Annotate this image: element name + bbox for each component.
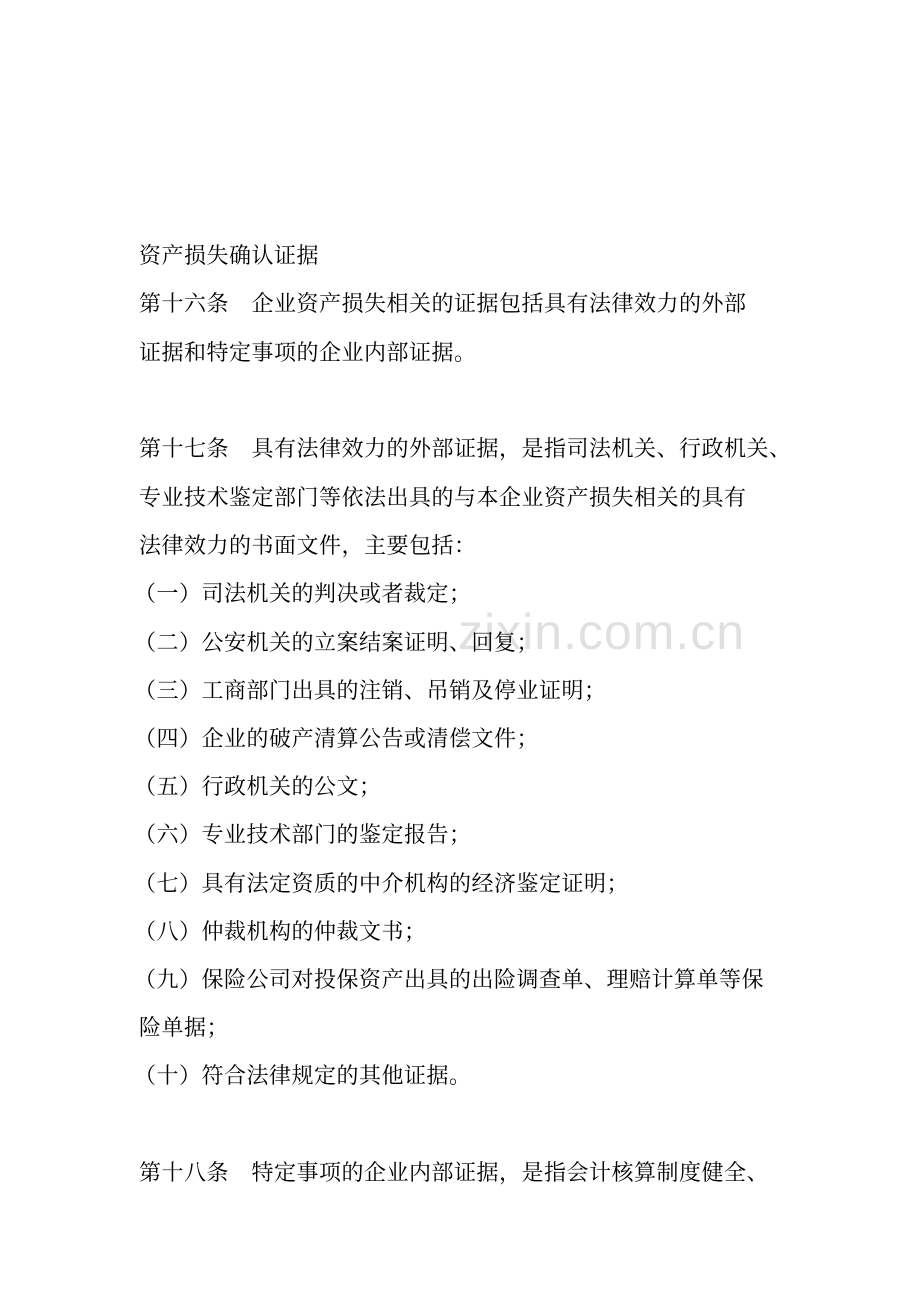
list-item: （二）公安机关的立案结案证明、回复； xyxy=(134,631,540,656)
article-17-line-1: 第十七条 具有法律效力的外部证据，是指司法机关、行政机关、 xyxy=(139,437,792,462)
list-item-continuation: 险单据； xyxy=(139,1016,230,1041)
list-item: （三）工商部门出具的注销、吊销及停业证明； xyxy=(134,679,607,704)
watermark-text: zixin.com.cn xyxy=(458,604,746,660)
list-item: （五）行政机关的公文； xyxy=(134,775,382,800)
section-heading: 资产损失确认证据 xyxy=(139,244,320,269)
article-17-line-2: 专业技术鉴定部门等依法出具的与本企业资产损失相关的具有 xyxy=(139,486,747,511)
list-item: （七）具有法定资质的中介机构的经济鉴定证明； xyxy=(134,872,630,897)
list-item: （九）保险公司对投保资产出具的出险调查单、理赔计算单等保 xyxy=(134,968,765,993)
list-item: （十）符合法律规定的其他证据。 xyxy=(134,1064,472,1089)
list-item: （八）仲裁机构的仲裁文书； xyxy=(134,920,427,945)
article-16-line-2: 证据和特定事项的企业内部证据。 xyxy=(139,341,477,366)
list-item: （六）专业技术部门的鉴定报告； xyxy=(134,823,472,848)
article-17-line-3: 法律效力的书面文件，主要包括： xyxy=(139,534,477,559)
article-18-line-1: 第十八条 特定事项的企业内部证据，是指会计核算制度健全、 xyxy=(139,1161,770,1186)
article-16-line-1: 第十六条 企业资产损失相关的证据包括具有法律效力的外部 xyxy=(139,292,747,317)
list-item: （四）企业的破产清算公告或清偿文件； xyxy=(134,727,540,752)
list-item: （一）司法机关的判决或者裁定； xyxy=(134,582,472,607)
